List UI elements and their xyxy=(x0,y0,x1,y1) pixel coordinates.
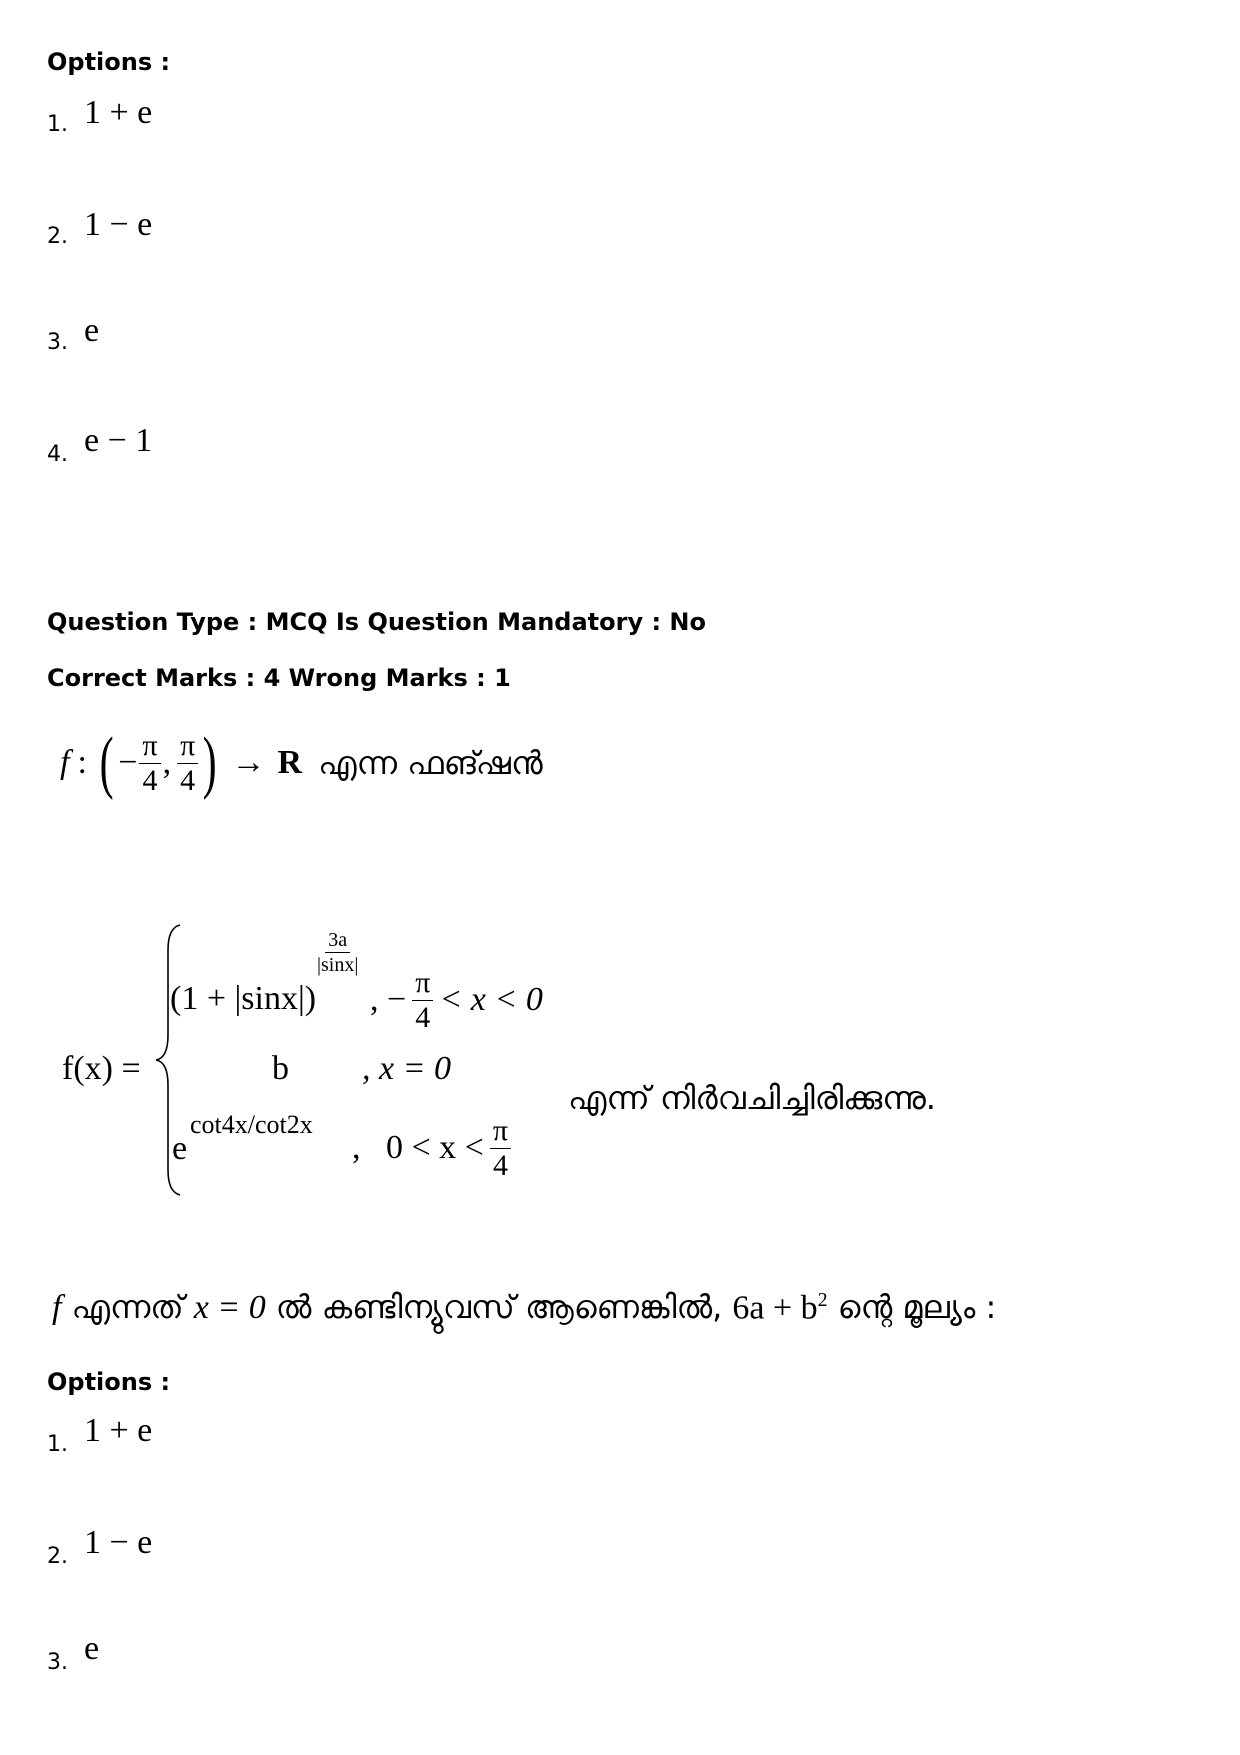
fraction-denominator: 4 xyxy=(180,763,196,797)
option-number: 1. xyxy=(47,112,68,137)
fraction-numerator: π xyxy=(177,731,198,764)
expression-exponent: 2 xyxy=(817,1289,828,1311)
option-number: 3. xyxy=(47,330,68,355)
f-symbol: f xyxy=(52,1289,62,1327)
fraction-denominator: 4 xyxy=(415,1000,431,1034)
option-text: e − 1 xyxy=(84,422,153,459)
exponent-numerator: 3a xyxy=(325,930,350,953)
f-symbol: f xyxy=(60,744,70,781)
row3-base: e xyxy=(172,1130,188,1167)
comma: , xyxy=(162,744,172,781)
option-text: e xyxy=(84,1630,100,1667)
colon: : xyxy=(77,744,87,781)
option-text: 1 + e xyxy=(84,94,153,131)
fraction-denominator: 4 xyxy=(142,763,158,797)
fraction-numerator: π xyxy=(139,731,160,764)
row3-condition xyxy=(352,1108,511,1188)
right-paren: ) xyxy=(202,724,217,801)
option-text: 1 − e xyxy=(84,1524,153,1561)
condition-x-equals-0: x = 0 xyxy=(193,1289,266,1327)
malayalam-text-defined: എന്ന് നിർവചിച്ചിരിക്കുന്നു. xyxy=(568,1079,936,1117)
options-heading: Options : xyxy=(47,1368,171,1396)
fraction-numerator: π xyxy=(490,1116,511,1149)
row1-condition-prefix: , − xyxy=(370,981,407,1018)
fraction-pi-over-4 xyxy=(490,1113,511,1182)
fraction-pi-over-4 xyxy=(139,728,160,797)
option-text: e xyxy=(84,312,100,349)
options-heading: Options : xyxy=(47,48,171,76)
option-text: 1 + e xyxy=(84,1412,153,1449)
row3-exponent: cot4x/cot2x xyxy=(190,1110,313,1139)
piecewise-lhs: f(x) = xyxy=(62,1050,141,1087)
question-type-line: Question Type : MCQ Is Question Mandatory : No xyxy=(47,608,706,636)
fraction-pi-over-4 xyxy=(412,965,433,1034)
arrow: → xyxy=(231,744,266,781)
question-text xyxy=(52,1290,996,1325)
malayalam-text: ന്റെ മൂല്യം : xyxy=(837,1288,997,1327)
option-number: 1. xyxy=(47,1432,68,1457)
option-text: 1 − e xyxy=(84,206,153,243)
expression-base: 6a + b xyxy=(732,1289,818,1327)
row1-condition xyxy=(370,960,543,1040)
row1-condition-suffix: < x < 0 xyxy=(439,981,543,1018)
row2-condition: , x = 0 xyxy=(362,1050,452,1087)
malayalam-text: ൽ കണ്ടിന്യുവസ് ആണെങ്കിൽ, xyxy=(275,1288,723,1327)
row1-base: (1 + |sinx|) xyxy=(170,980,317,1017)
row1-exponent-fraction xyxy=(314,930,361,975)
left-paren: ( xyxy=(99,724,114,801)
option-number: 2. xyxy=(47,224,68,249)
row3-condition-prefix: , 0 < x < xyxy=(352,1129,484,1166)
fraction-pi-over-4 xyxy=(177,728,198,797)
option-number: 4. xyxy=(47,442,68,467)
malayalam-text: എന്നത് xyxy=(71,1288,184,1327)
function-domain-line xyxy=(60,718,543,808)
fraction-numerator: π xyxy=(412,968,433,1001)
exponent-denominator: |sinx| xyxy=(317,954,359,976)
malayalam-text-function: എന്ന ഫങ്ഷൻ xyxy=(318,744,543,782)
marks-line: Correct Marks : 4 Wrong Marks : 1 xyxy=(47,664,511,692)
expression-6a-plus-b-squared xyxy=(732,1290,827,1325)
real-numbers-symbol: R xyxy=(277,744,303,781)
minus-sign: − xyxy=(118,744,138,781)
row2-value: b xyxy=(272,1050,289,1087)
fraction-denominator: 4 xyxy=(492,1148,508,1182)
option-number: 3. xyxy=(47,1650,68,1675)
option-number: 2. xyxy=(47,1544,68,1569)
